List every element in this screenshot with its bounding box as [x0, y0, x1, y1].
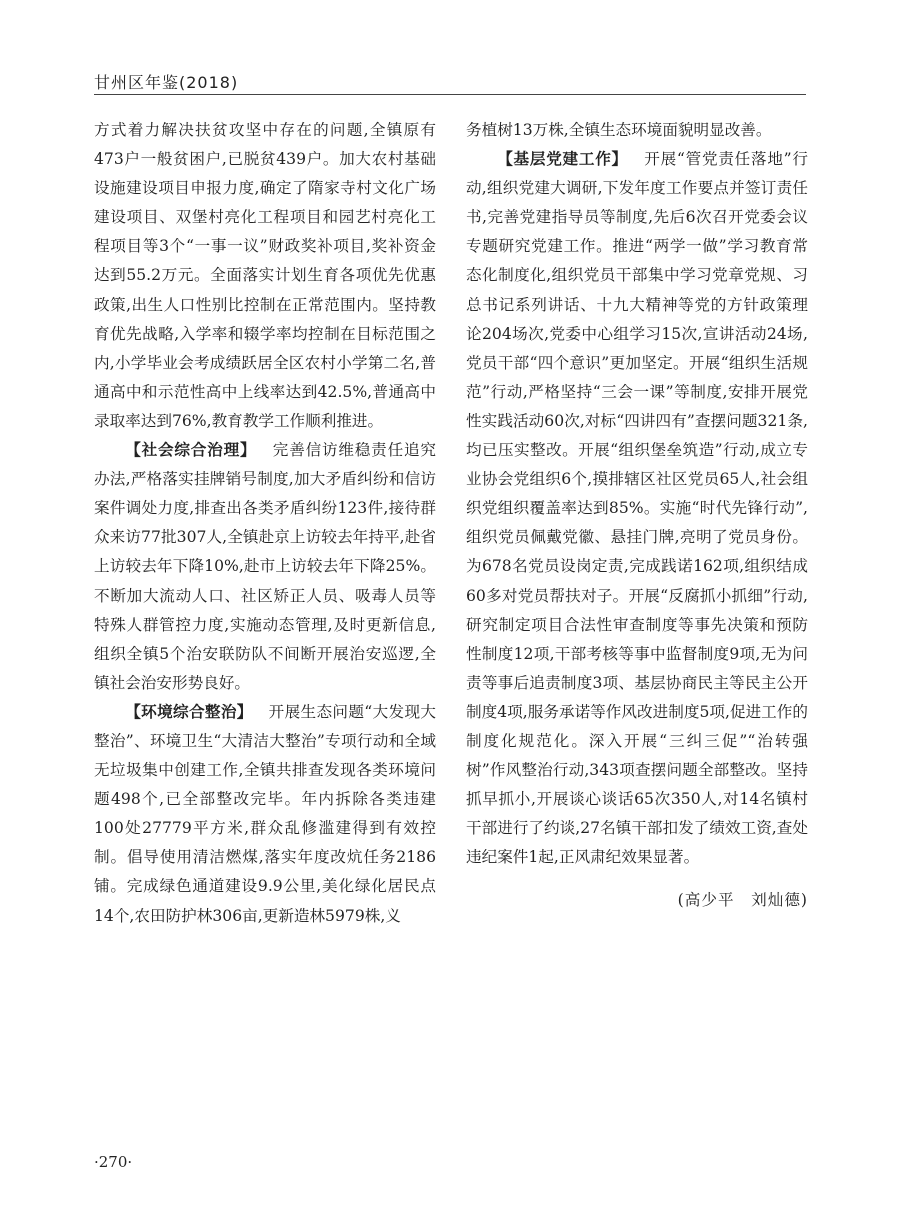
yearbook-title: 甘州区年鉴(2018): [94, 73, 239, 92]
section-environment: [94, 698, 436, 931]
paragraph-continued: 方式着力解决扶贫攻坚中存在的问题,全镇原有473户一般贫困户,已脱贫439户。加大农村基础设施建设项目申报力度,确定了隋家寺村文化广场建设项目、双堡村亮化工程项目和园艺村亮化工程项目等3个“一事一议”财政奖补项目,奖补资金达到55.2万元。全面落实计划生育各项优先优惠政策,出生人口性别比控制在正常范围内。坚持教育优先战略,入学率和辍学率均控制在目标范围之内,小学毕业会考成绩跃居全区农村小学第二名,普通高中和示范性高中上线率达到42.5%,普通高中录取率达到76%,教育教学工作顺利推进。: [94, 121, 436, 430]
section-party-building: [466, 145, 808, 872]
section-body: 开展“管党责任落地”行动,组织党建大调研,下发年度工作要点并签订责任书,完善党建指导员等制度,先后6次召开党委会议专题研究党建工作。推进“两学一做”学习教育常态化制度化,组织党员干部集中学习党章党规、习总书记系列讲话、十九大精神等党的方针政策理论204场次,党委中心组学习15次,宣讲活动24场,党员干部“四个意识”更加坚定。开展“组织生活规范”行动,严格坚持“三会一课”等制度,安排开展党性实践活动60次,对标“四讲四有”查摆问题321条,均已压实整改。开展“组织堡垒筑造”行动,成立专业协会党组织6个,摸排辖区社区党员65人,社会组织党组织覆盖率达到85%。实施“时代先锋行动”,组织党员佩戴党徽、悬挂门牌,亮明了党员身份。为678名党员设岗定责,完成践诺162项,组织结成60多对党员帮扶对子。开展“反腐抓小抓细”行动,研究制定项目合法性审查制度等事先决策和预防性制度12项,干部考核等事中监督制度9项,无为问责等事后追责制度3项、基层协商民主等民主公开制度4项,服务承诺等作风改进制度5项,促进工作的制度化规范化。深入开展“三纠三促”“治转强树”作风整治行动,343项查摆问题全部整改。坚持抓早抓小,开展谈心谈话65次350人,对14名镇村干部进行了约谈,27名镇干部扣发了绩效工资,查处违纪案件1起,正风肃纪效果显著。: [466, 150, 808, 867]
right-column: [466, 116, 808, 916]
section-body: 开展生态问题“大发现大整治”、环境卫生“大清洁大整治”专项行动和全域无垃圾集中创建工作,全镇共排查发现各类环境问题498个,已全部整改完毕。年内拆除各类违建100处27779平方米,群众乱修滥建得到有效控制。倡导使用清洁燃煤,落实年度改炕任务2186铺。完成绿色通道建设9.9公里,美化绿化居民点14个,农田防护林306亩,更新造林5979株,义: [94, 702, 436, 925]
section-social-governance: [94, 436, 436, 698]
left-column: [94, 116, 436, 931]
page-number: ·270·: [94, 1153, 133, 1171]
section-body: 完善信访维稳责任追究办法,严格落实挂牌销号制度,加大矛盾纠纷和信访案件调处力度,排查出各类矛盾纠纷123件,接待群众来访77批307人,全镇赴京上访较去年持平,赴省上访较去年下降10%,赴市上访较去年下降25%。不断加大流动人口、社区矫正人员、吸毒人员等特殊人群管控力度,实施动态管理,及时更新信息,组织全镇5个治安联防队不间断开展治安巡逻,全镇社会治安形势良好。: [94, 441, 436, 692]
paragraph-continued: 务植树13万株,全镇生态环境面貌明显改善。: [466, 121, 772, 139]
section-heading: 【社会综合治理】: [125, 441, 257, 460]
running-header: [94, 68, 806, 95]
section-heading: 【环境综合整治】: [125, 702, 253, 721]
section-heading: 【基层党建工作】: [497, 150, 628, 169]
author-attribution: (高少平 刘灿德): [677, 891, 808, 910]
